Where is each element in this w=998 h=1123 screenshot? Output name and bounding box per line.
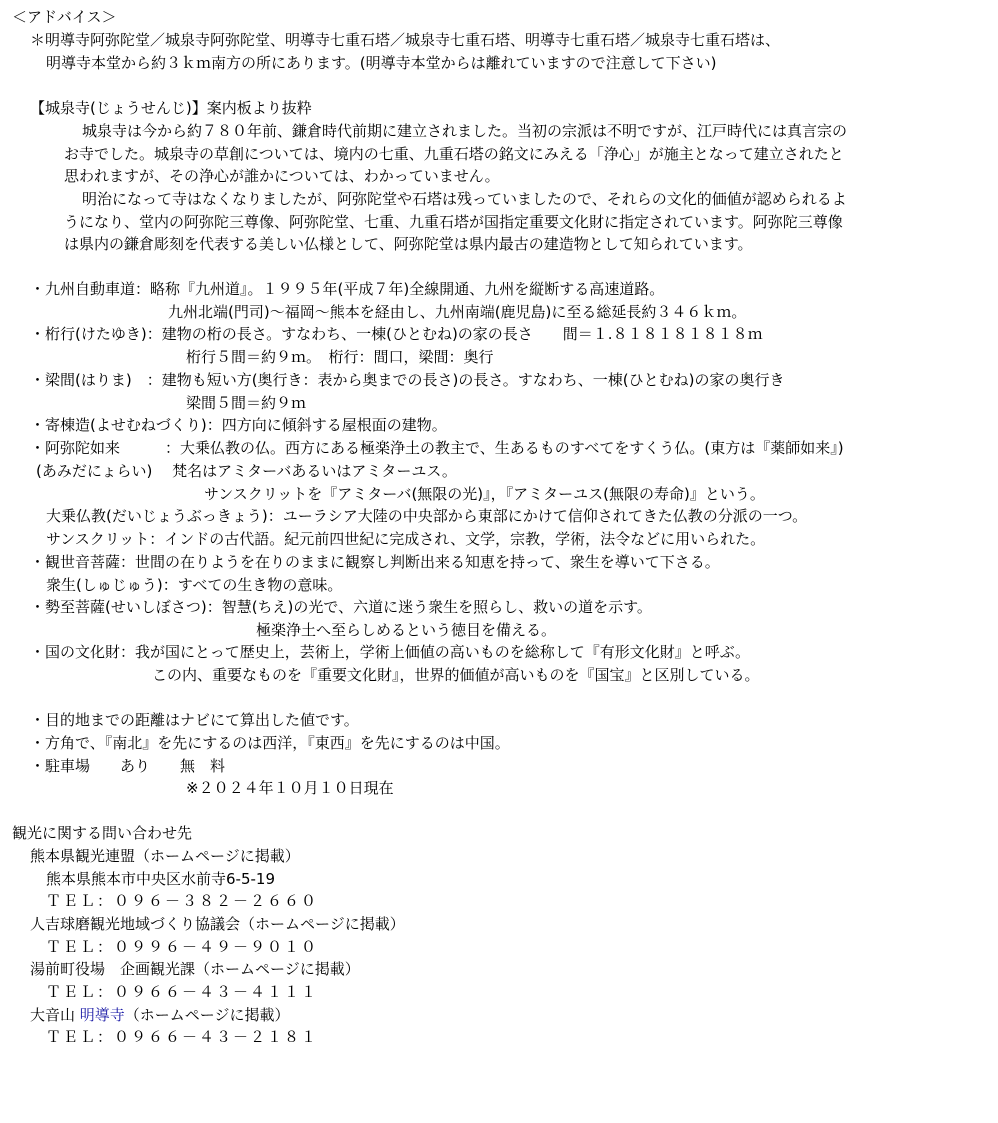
note-distance: ・目的地までの距離はナビにて算出した値です。 xyxy=(30,711,359,729)
glossary-harima-detail: 梁間５間＝約９ｍ xyxy=(186,394,307,412)
note-as-of-date: ※２０２４年１０月１０日現在 xyxy=(186,779,394,797)
advice-heading: ＜アドバイス＞ xyxy=(12,8,117,26)
contacts-heading: 観光に関する問い合わせ先 xyxy=(12,824,193,842)
contact-myodoji-prefix: 大音山 xyxy=(30,1006,80,1024)
contact-yunomae-tel: ＴＥＬ：０９６６－４３－４１１１ xyxy=(46,983,319,1001)
contact-hitoyoshi-tel: ＴＥＬ：０９９６－４９－９０１０ xyxy=(46,938,319,956)
glossary-amida: ・阿弥陀如来 ：大乗仏教の仏。西方にある極楽浄土の教主で、生あるものすべてをすくう仏。(東方は『薬師如来』) xyxy=(30,439,844,457)
contact-kumamoto-address: 熊本県熊本市中央区水前寺6-5-19 xyxy=(46,870,276,888)
note-direction: ・方角で、『南北』を先にするのは西洋，『東西』を先にするのは中国。 xyxy=(30,734,510,752)
glossary-daijo: 大乗仏教(だいじょうぶっきょう)：ユーラシア大陸の中央部から東部にかけて信仰されてきた仏教の分派の一つ。 xyxy=(46,507,808,525)
contact-kumamoto-name: 熊本県観光連盟（ホームページに掲載） xyxy=(30,847,300,865)
glossary-seishi-detail: 極楽浄土へ至らしめるという徳目を備える。 xyxy=(256,621,557,639)
glossary-ketayuki-detail: 桁行５間＝約９ｍ。 桁行：間口，梁間：奥行 xyxy=(186,348,494,366)
glossary-seishi: ・勢至菩薩(せいしぼさつ)：智慧(ちえ)の光で、六道に迷う衆生を照らし、救いの道を示す。 xyxy=(30,598,652,616)
jousenji-paragraph-line: 明治になって寺はなくなりましたが、阿弥陀堂や石塔は残っていましたので、それらの文化的価値が認められるよ xyxy=(82,190,847,208)
glossary-ketayuki: ・桁行(けたゆき)：建物の桁の長さ。すなわち、一棟(ひとむね)の家の長さ 間＝１.８１８１８１８１８ｍ xyxy=(30,325,763,343)
contact-myodoji-tel: ＴＥＬ：０９６６－４３－２１８１ xyxy=(46,1028,319,1046)
jousenji-paragraph-line: うになり、堂内の阿弥陀三尊像、阿弥陀堂、七重、九重石塔が国指定重要文化財に指定されています。阿弥陀三尊像 xyxy=(64,213,843,231)
advice-line: 明導寺本堂から約３ｋｍ南方の所にあります。(明導寺本堂からは離れていますので注意して下さい) xyxy=(46,54,717,72)
advice-line: ＊明導寺阿弥陀堂／城泉寺阿弥陀堂、明導寺七重石塔／城泉寺七重石塔、明導寺七重石塔／城泉寺七重石塔は、 xyxy=(30,31,781,49)
glossary-kyushu-expressway-detail: 九州北端(門司)～福岡～熊本を経由し、九州南端(鹿児島)に至る総延長約３４６ｋｍ。 xyxy=(168,303,747,321)
jousenji-paragraph-line: 城泉寺は今から約７８０年前、鎌倉時代前期に建立されました。当初の宗派は不明ですが、江戸時代には真言宗の xyxy=(82,122,848,140)
glossary-kanzeon: ・観世音菩薩：世間の在りようを在りのままに観察し判断出来る知恵を持って、衆生を導いて下さる。 xyxy=(30,553,720,571)
contact-kumamoto-tel: ＴＥＬ：０９６－３８２－２６６０ xyxy=(46,892,319,910)
myodoji-link[interactable]: 明導寺 xyxy=(79,1006,125,1024)
glossary-bunkazai-detail: この内、重要なものを『重要文化財』，世界的価値が高いものを『国宝』と区別している。 xyxy=(152,666,760,684)
glossary-amida-sanskrit: サンスクリットを『アミターバ(無限の光)』，『アミターユス(無限の寿命)』という。 xyxy=(204,485,765,503)
glossary-sanskrit: サンスクリット：インドの古代語。紀元前四世紀に完成され、文学，宗教，学術，法令などに用いられた。 xyxy=(46,530,766,548)
contact-hitoyoshi-name: 人吉球磨観光地域づくり協議会（ホームページに掲載） xyxy=(30,915,405,933)
glossary-yosemune: ・寄棟造(よせむねづくり)：四方向に傾斜する屋根面の建物。 xyxy=(30,416,447,434)
jousenji-paragraph-line: 思われますが、その浄心が誰かについては、わかっていません。 xyxy=(64,167,500,185)
glossary-bunkazai: ・国の文化財：我が国にとって歴史上，芸術上，学術上価値の高いものを総称して『有形文化財』と呼ぶ。 xyxy=(30,643,751,661)
contact-myodoji xyxy=(30,1004,290,1026)
note-parking: ・駐車場 あり 無 料 xyxy=(30,757,226,775)
contact-myodoji-suffix: （ホームページに掲載） xyxy=(124,1006,290,1024)
contact-yunomae-name: 湯前町役場 企画観光課（ホームページに掲載） xyxy=(30,960,360,978)
jousenji-paragraph-line: は県内の鎌倉彫刻を代表する美しい仏様として、阿弥陀堂は県内最古の建造物として知られています。 xyxy=(64,235,753,253)
glossary-harima: ・梁間(はりま) ：建物も短い方(奥行き：表から奥までの長さ)の長さ。すなわち、一棟(ひとむね)の家の奥行き xyxy=(30,371,785,389)
jousenji-heading: 【城泉寺(じょうせんじ)】案内板より抜粋 xyxy=(30,99,312,117)
glossary-shujou: 衆生(しゅじゅう)：すべての生き物の意味。 xyxy=(46,576,343,594)
glossary-kyushu-expressway: ・九州自動車道：略称『九州道』。１９９５年(平成７年)全線開通、九州を縦断する高速道路。 xyxy=(30,280,665,298)
glossary-amida-reading: (あみだにょらい) 梵名はアミターバあるいはアミターユス。 xyxy=(36,462,457,480)
jousenji-paragraph-line: お寺でした。城泉寺の草創については、境内の七重、九重石塔の銘文にみえる「浄心」が施主となって建立されたと xyxy=(64,145,844,163)
